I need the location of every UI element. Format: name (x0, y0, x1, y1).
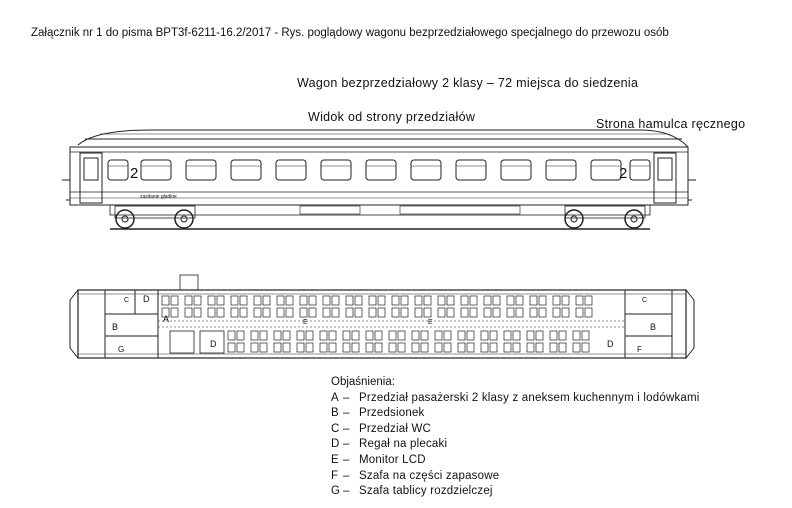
seat (309, 296, 316, 305)
plan-label-C-right: C (642, 297, 648, 304)
seat (513, 343, 520, 352)
legend-item-E (331, 453, 700, 469)
seat (576, 308, 583, 317)
plan-label-D-right: D (607, 339, 614, 349)
seat (389, 331, 396, 340)
seat (582, 331, 589, 340)
seat (231, 308, 238, 317)
legend-item-D (331, 437, 700, 453)
seat-rows (162, 296, 592, 352)
seat (401, 308, 408, 317)
seat (323, 296, 330, 305)
seat (553, 308, 560, 317)
window (141, 160, 171, 180)
seat (251, 331, 258, 340)
seat (435, 331, 442, 340)
class-mark-left: 2 (130, 165, 139, 182)
seat (375, 343, 382, 352)
legend-dash: – (343, 407, 350, 420)
seat (447, 308, 454, 317)
seat (467, 343, 474, 352)
seat (251, 343, 258, 352)
seat (412, 343, 419, 352)
seat (274, 343, 281, 352)
window (186, 160, 216, 180)
seat (438, 296, 445, 305)
seat (355, 296, 362, 305)
window (108, 160, 128, 180)
seat (274, 331, 281, 340)
side-view (62, 130, 696, 229)
seat (401, 296, 408, 305)
legend-text: Monitor LCD (359, 453, 426, 466)
seat (389, 343, 396, 352)
seat (507, 296, 514, 305)
legend-dash: – (343, 453, 350, 466)
legend (331, 375, 700, 500)
legend-text: Regał na plecaki (359, 438, 448, 451)
seat (398, 343, 405, 352)
seat (378, 308, 385, 317)
seat (516, 308, 523, 317)
side-windows (108, 160, 650, 180)
legend-item-B (331, 406, 700, 422)
seat (467, 331, 474, 340)
legend-key: G (331, 485, 341, 498)
seat (470, 296, 477, 305)
seat (421, 343, 428, 352)
seat (343, 331, 350, 340)
seat (263, 296, 270, 305)
legend-text: Przedział WC (359, 422, 432, 435)
legend-dash: – (343, 469, 350, 482)
seat (527, 331, 534, 340)
seat (260, 343, 267, 352)
seat (231, 296, 238, 305)
seat (185, 296, 192, 305)
seat (286, 296, 293, 305)
seat (208, 296, 215, 305)
seat (332, 296, 339, 305)
seat (550, 343, 557, 352)
seat (447, 296, 454, 305)
seat (504, 331, 511, 340)
window (630, 160, 650, 180)
seat (484, 308, 491, 317)
seat (320, 331, 327, 340)
seat (559, 331, 566, 340)
legend-key: E (331, 453, 339, 466)
legend-key: C (331, 422, 340, 435)
seat (346, 296, 353, 305)
seat (369, 296, 376, 305)
window (456, 160, 486, 180)
seat (576, 296, 583, 305)
plan-label-C-left: C (124, 297, 130, 304)
seat (398, 331, 405, 340)
seat (530, 308, 537, 317)
seat (194, 296, 201, 305)
seat (493, 296, 500, 305)
window (276, 160, 306, 180)
seat (582, 343, 589, 352)
seat (352, 331, 359, 340)
seat (550, 331, 557, 340)
seat (228, 331, 235, 340)
seat (171, 296, 178, 305)
seat (378, 296, 385, 305)
seat (507, 308, 514, 317)
seat (562, 296, 569, 305)
seat (171, 308, 178, 317)
seat (458, 343, 465, 352)
seat (309, 308, 316, 317)
seat (412, 331, 419, 340)
seat (286, 308, 293, 317)
seat (481, 343, 488, 352)
seat (444, 331, 451, 340)
door-left (80, 153, 102, 203)
seat (421, 331, 428, 340)
seat (254, 296, 261, 305)
window (591, 160, 621, 180)
seat (254, 308, 261, 317)
class-mark-right: 2 (619, 165, 628, 182)
bogie-right (565, 206, 645, 228)
seat (562, 308, 569, 317)
seat (516, 296, 523, 305)
legend-text: Przedsionek (359, 407, 425, 420)
legend-item-A (331, 391, 700, 407)
plan-label-A: A (163, 314, 170, 324)
seat (329, 331, 336, 340)
seat (527, 343, 534, 352)
seat (352, 343, 359, 352)
seat (237, 331, 244, 340)
seat (481, 331, 488, 340)
seat (217, 296, 224, 305)
seat (329, 343, 336, 352)
seat (300, 296, 307, 305)
seat (553, 296, 560, 305)
seat (438, 308, 445, 317)
door-right (654, 153, 676, 203)
drawing-title: Wagon bezprzedziałowy 2 klasy – 72 miejsca do siedzenia (297, 76, 639, 90)
seat (424, 296, 431, 305)
legend-dash: – (343, 391, 350, 404)
seat (559, 343, 566, 352)
seat (585, 296, 592, 305)
seat (375, 331, 382, 340)
legend-text: Szafa na części zapasowe (359, 469, 500, 482)
seat (435, 343, 442, 352)
body-inscription: zasilanie gładkie (140, 194, 177, 200)
seat (323, 308, 330, 317)
seat (346, 308, 353, 317)
seat (208, 308, 215, 317)
legend-key: D (331, 438, 340, 451)
plan-label-F: F (637, 345, 642, 354)
seat (300, 308, 307, 317)
seat (306, 331, 313, 340)
plan-view (70, 275, 694, 358)
seat (415, 308, 422, 317)
seat (366, 343, 373, 352)
plan-label-B-right: B (650, 322, 657, 332)
seat (277, 308, 284, 317)
seat (185, 308, 192, 317)
document-header: Załącznik nr 1 do pisma BPT3f-6211-16.2/2017 - Rys. poglądowy wagonu bezprzedziałowego specjalnego do przewozu osób (31, 27, 669, 39)
seat (585, 308, 592, 317)
seat (320, 343, 327, 352)
legend-text: Szafa tablicy rozdzielczej (359, 485, 493, 498)
seat (530, 296, 537, 305)
window (366, 160, 396, 180)
seat (366, 331, 373, 340)
seat (539, 308, 546, 317)
seat (297, 331, 304, 340)
plan-label-B-left: B (112, 322, 119, 332)
side-view-label: Widok od strony przedziałów (308, 110, 476, 124)
seat (306, 343, 313, 352)
seat (513, 331, 520, 340)
seat (228, 343, 235, 352)
seat (369, 308, 376, 317)
legend-key: A (331, 391, 339, 404)
seat (283, 343, 290, 352)
plan-label-E-right: E (428, 319, 433, 326)
seat (194, 308, 201, 317)
seat (237, 343, 244, 352)
plan-label-E-left: E (303, 319, 308, 326)
seat (490, 343, 497, 352)
seat (415, 296, 422, 305)
seat (217, 308, 224, 317)
seat (536, 331, 543, 340)
window (546, 160, 576, 180)
legend-text: Przedział pasażerski 2 klasy z aneksem kuchennym i lodówkami (359, 391, 700, 404)
plan-label-D-mid: D (210, 339, 217, 349)
legend-item-G (331, 484, 700, 500)
window (321, 160, 351, 180)
seat (458, 331, 465, 340)
seat (444, 343, 451, 352)
seat (490, 331, 497, 340)
seat (277, 296, 284, 305)
seat (240, 308, 247, 317)
legend-dash: – (343, 485, 350, 498)
bogie-left (115, 206, 195, 228)
plan-label-D-left: D (143, 294, 150, 304)
seat (392, 308, 399, 317)
seat (424, 308, 431, 317)
window (501, 160, 531, 180)
seat (283, 331, 290, 340)
legend-key: B (331, 407, 339, 420)
seat (162, 296, 169, 305)
seat (392, 296, 399, 305)
seat (240, 296, 247, 305)
seat (355, 308, 362, 317)
seat (461, 308, 468, 317)
seat (263, 308, 270, 317)
seat (493, 308, 500, 317)
seat (539, 296, 546, 305)
seat (573, 331, 580, 340)
legend-key: F (331, 469, 339, 482)
seat (297, 343, 304, 352)
legend-title: Objaśnienia: (331, 376, 395, 388)
plan-label-G: G (118, 345, 125, 354)
brake-side-label: Strona hamulca ręcznego (596, 117, 746, 131)
seat (504, 343, 511, 352)
seat (461, 296, 468, 305)
seat (484, 296, 491, 305)
window (231, 160, 261, 180)
seat (260, 331, 267, 340)
seat (343, 343, 350, 352)
legend-item-F (331, 469, 700, 485)
legend-dash: – (343, 422, 350, 435)
legend-dash: – (343, 438, 350, 451)
seat (332, 308, 339, 317)
legend-item-C (331, 422, 700, 438)
window (411, 160, 441, 180)
seat (573, 343, 580, 352)
seat (470, 308, 477, 317)
seat (536, 343, 543, 352)
